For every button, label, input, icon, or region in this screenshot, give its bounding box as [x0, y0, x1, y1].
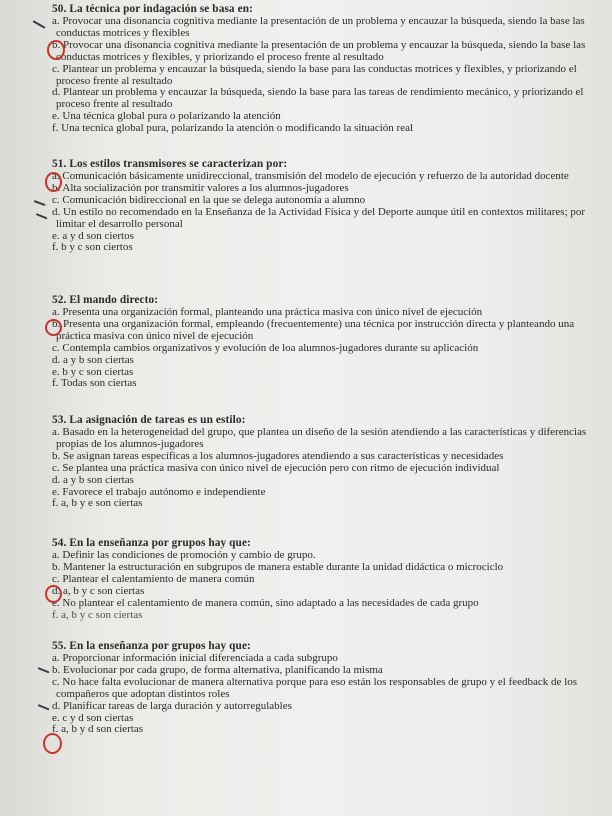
question-51: [52, 158, 600, 254]
option-c: c. No hace falta evolucionar de manera alternativa porque para eso están los responsables de grupo y el feedback de los compañeros que adoptan distintos roles: [52, 675, 578, 700]
option-a: a. Provocar una disonancia cognitiva mediante la presentación de un problema y encauzar la búsqueda, siendo la base las conductas motrices y flexibles: [52, 15, 585, 39]
question-title: 54. En la enseñanza por grupos hay que:: [52, 537, 251, 549]
option-f: f. a, b y d son ciertas: [52, 723, 144, 736]
option-f: f. Una tecnica global pura, polarizando la atención o modificando la situación real: [52, 122, 414, 135]
option-b: b. Presenta una organización formal, empleando (frecuentemente) una técnica por instrucción directa y planteando una práctica masiva con único nivel de ejecución: [52, 317, 575, 342]
option-c: c. Se plantea una práctica masiva con único nivel de ejecución pero con ritmo de ejecución individual: [52, 461, 500, 474]
option-f: f. b y c son ciertos: [52, 241, 133, 254]
question-54: [52, 537, 600, 621]
question-53: [52, 414, 600, 510]
option-a: a. Proporcionar información inicial diferenciada a cada subgrupo: [52, 652, 338, 664]
option-f: f. Todas son ciertas: [52, 377, 137, 390]
option-d: d. Planificar tareas de larga duración y autorregulables: [52, 699, 292, 712]
option-e: e. Una técnica global pura o polarizando la atención: [52, 110, 281, 123]
margin-tick: [36, 213, 48, 219]
option-b: b. Evolucionar por cada grupo, de forma alternativa, planificando la misma: [52, 663, 383, 676]
question-title: 53. La asignación de tareas es un estilo:: [52, 414, 246, 426]
option-f: f. a, b y c son ciertas: [52, 608, 143, 621]
question-title: 51. Los estilos transmisores se caracterizan por:: [52, 158, 288, 170]
option-e: e. Favorece el trabajo autónomo e independiente: [52, 485, 266, 498]
question-55: [52, 640, 600, 736]
margin-tick: [33, 20, 46, 29]
option-c: c. Plantear un problema y encauzar la búsqueda, siendo la base para las conductas motrices y flexibles, y priorizando el proceso frente al resultado: [52, 62, 577, 87]
option-b: b. Mantener la estructuración en subgrupos de manera estable durante la unidad didáctica o microciclo: [52, 560, 504, 573]
option-d: d. Plantear un problema y encauzar la búsqueda, siendo la base para las tareas de rendimiento mecánico, y priorizando el proceso frente al resultado: [52, 86, 584, 111]
margin-tick: [38, 704, 50, 710]
option-b: b. Provocar una disonancia cognitiva mediante la presentación de un problema y encauzar la búsqueda, siendo la base las conductas motrices y flexibles, y priorizando el proceso frente al resultado: [52, 38, 586, 63]
option-a: a. Basado en la heterogeneidad del grupo, que plantea un diseño de la sesión atendiendo a las características y diferencias propias de los alumnos-jugadores: [52, 426, 587, 450]
option-e: e. b y c son ciertas: [52, 365, 134, 378]
option-d: d. Un estilo no recomendado en la Enseñanza de la Actividad Física y del Deporte aunque útil en contextos militares; por limitar el desarrollo personal: [52, 205, 586, 230]
option-a: a. Definir las condiciones de promoción y cambio de grupo.: [52, 549, 316, 561]
question-50: [52, 3, 600, 135]
option-c: c. Plantear el calentamiento de manera común: [52, 572, 255, 585]
question-title: 50. La técnica por indagación se basa en:: [52, 3, 253, 15]
option-a: a. Comunicación básicamente unidireccional, transmisión del modelo de ejecución y refuerzo de la autoridad docente: [52, 170, 569, 182]
margin-tick: [38, 667, 50, 673]
option-e: e. a y d son ciertos: [52, 229, 134, 242]
option-b: b. Se asignan tareas específicas a los alumnos-jugadores atendiendo a sus características y necesidades: [52, 449, 504, 462]
option-f: f. a, b y e son ciertas: [52, 497, 143, 510]
option-d: d. a y b son ciertas: [52, 473, 134, 486]
option-a: a. Presenta una organización formal, planteando una práctica masiva con único nivel de ejecución: [52, 306, 483, 318]
question-title: 55. En la enseñanza por grupos hay que:: [52, 640, 251, 652]
option-c: c. Contempla cambios organizativos y evolución de loa alumnos-jugadores durante su aplicación: [52, 341, 479, 354]
option-b: b. Alta socialización por transmitir valores a los alumnos-jugadores: [52, 181, 349, 194]
option-d: d. a y b son ciertas: [52, 353, 134, 366]
margin-tick: [34, 200, 46, 206]
option-e: e. No plantear el calentamiento de manera común, sino adaptado a las necesidades de cada grupo: [52, 596, 479, 609]
option-c: c. Comunicación bidireccional en la que se delega autonomía a alumno: [52, 193, 366, 206]
option-e: e. c y d son ciertas: [52, 711, 134, 724]
question-52: [52, 294, 600, 390]
question-title: 52. El mando directo:: [52, 294, 159, 306]
option-d: d. a, b y c son ciertas: [52, 584, 145, 597]
